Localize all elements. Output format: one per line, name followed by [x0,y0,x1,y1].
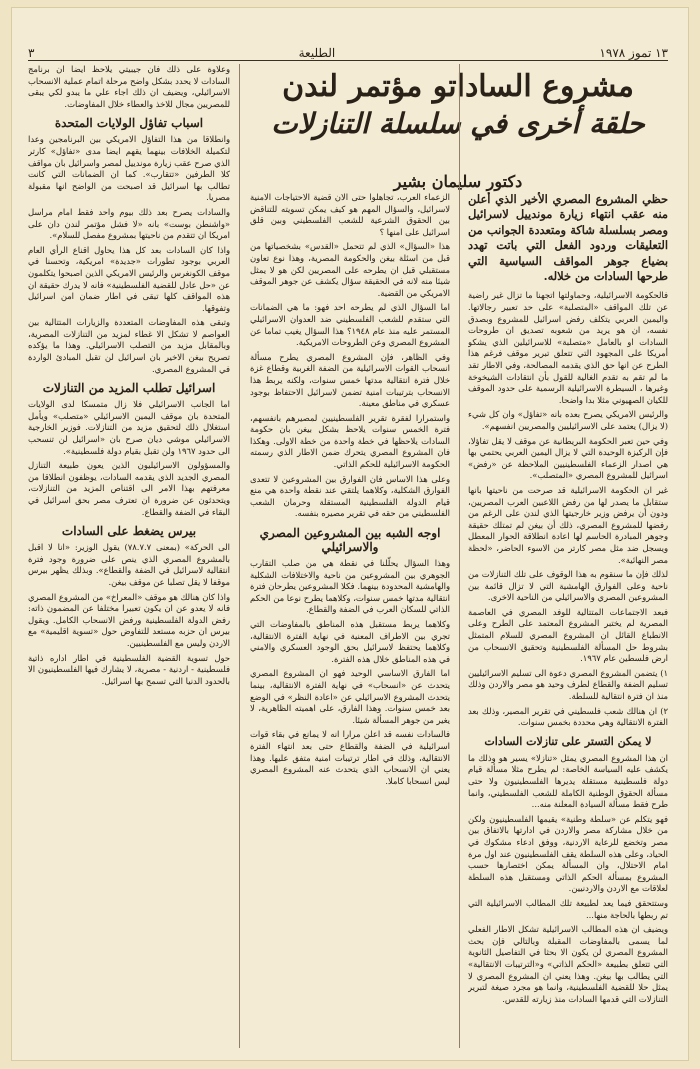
paragraph: وفي الظاهر، فإن المشروع المصري يطرح مسألة انسحاب القوات الاسرائيلية من الضفة الغربية وقطاع غزة خلال فترة انتقالية مدتها خمس سنوات، ولكنه يربط هذا الانسحاب بترتيبات امنية تضمن لاسرائيل الاحتفاظ بوجود عسكري في مناطق معينة. [250,351,450,409]
paragraph: وانطلاقا من هذا التفاؤل الامريكي بين البرنامجين وعدا لتكميلة الخلافات بينهما يقهم ايضا مدى «تفاؤل» كارتر الذي صرح عقب زيارة موندييل لمصر واسرائيل بان مواقف كلا الطرفين «تتقارب». كما ان الضمانات التي كانت تطالب بها اسرائيل قد اصبحت من الواضح انها مقبولة مصريا. [28,134,230,203]
subheading: اسباب تفاؤل الولايات المتحدة [54,116,204,131]
paragraph: غير ان الحكومة الاسرائيلية قد صرحت من ناحيتها بانها ستقابل ما يصدر لها من رفض اللاعبين العرب المصريين، ودون أن يرفض وزير خارجيتها الذي لندن على الرغم من رفضها للمشروع المصري، ذلك أن بيغن لم تمتلك حقيقة وجوهر المبادرة الحاسم لها اعادة انطلاقة الحوار المعطل ويسجل ضد مثل مصر كارتر من الاسوء الحاضر، «لحظة مصر النهائية». [468,484,668,565]
subheading: اسرائيل تطلب المزيد من التنازلات [42,381,216,396]
paragraph: ١) يتضمن المشروع المصري دعوة الى تسليم الاسرائيليين تسليم الضفة والقطاع لطرف وحيد هو مصر والاردن وذلك منذ ان فترة انتقالية للسلطة. [468,667,668,702]
paragraph: فبعد الاجتماعات المتتالية للوفد المصري في العاصمة المصرية لم يختبر المشروع المعتمد على الطرح وعلى الانطباع القائل ان المشروع المصري للسلام المتمثل بشروط حل المسألة الفلسطينية وتحقيق الانسحاب من ارض فلسطين عام ١٩٦٧. [468,606,668,664]
paragraph: واذا كان هنالك هو موقف «المعراخ» من المشروع المصري فانه لا يعدو عن ان يكون تعبيرا مختلفا عن المضمون ذاته: رفض الدولة الفلسطينية ورفض الانسحاب الكامل. ويقول بيرس ان حزبه مستعد للتفاوض حول «تسوية اقليمية» مع الاردن وليس مع الفلسطينيين. [28,591,230,648]
paragraph: اما السؤال الذي لم يطرحه احد فهو: ما هي الضمانات التي ستقدم للشعب الفلسطيني ضد العدوان الاسرائيلي المستمر عليه منذ عام ١٩٤٨؟ هذا السؤال يغيب تماما عن المشروع المصري وعن الطروحات الامريكية. [250,302,450,348]
article-body [28,64,668,1048]
section-name: الطليعة [298,46,336,60]
paragraph: ويضيف ان هذه المطالب الاسرائيلية تشكل الاطار الفعلي لما يسمى بالمفاوضات المقبلة وبالتالي فإن بحث المشروع المصري لن يكون الا بحثا في التفاصيل الثانوية التي تتعلق بطبيعة «الحكم الذاتي» و«الترتيبات الانتقالية» التي يطالب بها بيغن. وهذا يعني ان المشروع المصري لا يمثل حلا للقضية الفلسطينية، وانما هو مجرد صيغة لتبرير التنازلات التي قدمها السادات منذ زيارته للقدس. [468,924,668,1004]
paragraph: وعلى هذا الاساس فان الفوارق بين المشروعين لا تتعدى الفوارق الشكلية، وكلاهما يلتقي عند نقطة واحدة هي منع قيام الدولة الفلسطينية المستقلة وحرمان الشعب الفلسطيني من حقه في تقرير مصيره بنفسه. [250,473,450,519]
subheading: بيرس يضغط على السادات [61,524,197,539]
headline [248,64,668,170]
paragraph: والمسؤولون الاسرائيليون الذين يعون طبيعة التنازل المصري الجديد الذي يقدمه السادات، يوظفون انطلاقا من معرفتهم بهذا الامر الى اقتناص المزيد من التنازلات، ويتحدثون عن ضرورة ان تعترف مصر بحق اسرائيل في البقاء في الضفة والقطاع. [28,460,230,517]
issue-date: ١٣ تموز ١٩٧٨ [599,46,668,60]
paragraph: والرئيس الامريكي يصرح بعده بانه «تفاؤل» وان كل شيء (لا يزال) يعتمد على الاسرائيليين والمصريين انفسهم». [468,409,668,431]
paragraph: وعلاوة على ذلك فان جيبيتي يلاحظ ايضا ان برنامج السادات لا يحدد بشكل واضح مرحلة اتمام عملية الانسحاب الاسرائيلي، ويضيف ان ذلك اجاء علي ما يبدو لكي يبقى للمصريين مجال للاخذ والعطاء خلال المفاوضات. [28,64,230,109]
paragraph: هذا «السؤال» الذي لم تتحمل «القدس» بشخصياتها من قبل من اسئلة بيغن والحكومة المصرية، وهذا نوع تعاون مستقبلي قبل ان يطرحه على المصريين لكن هو لا يمثل شيئا منه لانه في الحقيقة سؤال يكشف عن جوهر الموقف الامريكي من القضية. [250,241,450,298]
lead-paragraph: حظي المشروع المصري الأخير الذي أعلن منه عقب انتهاء زيارة موندييل لاسرائيل ومصر بسلسلة شاكة ومتعددة الجوانب من التعليقات وردود الفعل التي باتت تهدد بضياع جوهر المواقف السياسية التي طرحها السادات من خلاله. [468,192,668,284]
paragraph: وتبقى هذه المفاوضات المتعددة والزيارات المتتالية بين العواصم لا تشكل الا غطاء لمزيد من التنازلات المصرية، وبالمقابل مزيد من التصلب الاسرائيلي. وهذا ما يؤكده تصريح بيغن الاخير بان اسرائيل لن تقبل المبادئ الواردة في المشروع المصري. [28,317,230,374]
paragraph: وهذا السؤال يحلّلنا في نقطة هي من صلب التقارب الجوهري بين المشروعين من ناحية والاختلافات الشكلية والهامشية المحدودة بينهما. فكلا المشروعين يطرحان فترة انتقالية مدتها خمس سنوات، وكلاهما يطرح نوعا من الحكم الذاتي للسكان العرب في الضفة والقطاع. [250,558,450,615]
paragraph: والسادات يصرح بعد ذلك بيوم واحد فقط امام مراسل «واشنطن بوست» بانه «لا فشل مؤتمر لندن دان على امريكا ان تتقدم من ناحيتها بمشروع مفصل للسلام». [28,206,230,241]
paragraph: ٢) ان هنالك شعب فلسطيني في تقرير المصير، وذلك بعد الفترة الانتقالية وهي محددة بخمس سنوات. [468,705,668,728]
paragraph: واذا كان السادات بعد كل هذا يحاول اقناع الرأي العام العربي بوجود تطورات «جديدة» امريكية، وتحسنا في موقف الكونغرس والرئيس الامريكي الذين اصبحوا يتكلمون عن «حل عادل للقضية الفلسطينية» فانه لا يدرك حقيقة ان هذه المواقف كلها تبقى في اطار ضمان امن اسرائيل وتفوقها. [28,244,230,313]
paragraph: ان هذا المشروع المصري يمثل «تنازلا» يسير هو وذلك ما يكشف عليه السياسة الخاصة: لم يطرح مثلا مسألة قيام دولة فلسطينية مستقلة يديرها الفلسطينيون ولا حتى مسألة الحقوق الوطنية الكاملة للشعب الفلسطيني، وانما طرح فقط مسألة السيادة المعلنة منه... [468,752,668,810]
column-2 [250,192,450,1048]
column-3 [28,64,230,1048]
paragraph: فهو يتكلم عن «سلطة وطنية» يقيمها الفلسطينيون ولكن من خلال مشاركة مصر والاردن في ادارتها بالاتفاق بين مصر وتخضع للرعاية الاردنية، ووفق ادعاء مشكوك في الحياد، وعلى هذه السلطة يقف الفلسطينيون عند اول مرة امام الاحتلال، وان المسألة يمكن اختصارها حسب المشروع بمسألة الحكم الذاتي ومستقبل هذه السلطة لعلاقات مع الاردن والاردنيين. [468,813,668,894]
column-divider [239,64,240,1048]
paragraph: لذلك فإن ما سنقوم به هذا الوقوف على تلك التنازلات من ناحية وعلى الفوارق الهامشية التي لا تزال قائمة بين المشروعين المصري والاسرائيلي من الناحية الاخرى. [468,569,668,603]
subheading: لا يمكن التستر على تنازلات السادات [484,734,652,748]
page-header [28,40,668,61]
paragraph: فالحكومة الاسرائيلية، وحماولتها اتجهنا ما تزال غير راضية عن تلك المواقف «المتصلبة» على حد تعبير رجالاتها. واليمين العربي يتكلف رفض اسرائيل للمشروع وبصدق نفسه، ان هو يريد من شعوبه تصديق ان طروحات السادات او بالعامل «متصلبة» للاسرائيلين الذي يشكو أمريكا على المجهود التي تتعلق تبرير موقف فرغم هذا الطرح عن انها حق الذي يقدمه المصالحة، وفي الاطار تقد ما لم تقم به تقدم الغالية للقول بأن انتقادات الشيخوخة وغيرها ، السيطرة الاسرائيلية الرسمية على حدود الموقف للكيان الصهيوني مثلا بدا واضحا. [468,290,668,405]
paragraph: الزعماء العرب، تجاهلوا حتى الان قضية الاحتياجات الامنية لاسرائيل، والسؤال المهم هو كيف يمكن تسويته للتناقض بين الحقوق الشرعية للشعب الفلسطيني وبين قلق اسرائيل على امنها ؟ [250,192,450,237]
paragraph: حول تسوية القضية الفلسطينية في اطار اداره ذاتية فلسطينية - اردنية - مصرية، لا يشارك فيها الفلسطينيون الا بالحدود الدنيا التي تسمح بها اسرائيل. [28,652,230,686]
subheading: اوجه الشبه بين المشروعين المصري والاسرائيلي [259,526,441,555]
page-number: ٣ [28,46,35,60]
paragraph: اما الفارق الاساسي الوحيد فهو ان المشروع المصري يتحدث عن «انسحاب» في نهاية الفترة الانتقالية، بينما يتحدث المشروع الاسرائيلي عن «اعادة النظر» في الوضع بعد خمس سنوات. وهذا الفارق، على اهميته الظاهرية، لا يغير من جوهر المسألة شيئا. [250,668,450,725]
column-divider [459,64,460,1048]
paragraph: وكلاهما يربط مستقبل هذه المناطق بالمفاوضات التي تجري بين الاطراف المعنية في نهاية الفترة الانتقالية، وكلاهما يحتفظ لاسرائيل بحق الوجود العسكري والامني في هذه المناطق خلال هذه الفترة. [250,619,450,664]
paragraph: الى الحركة» (بمعنى ٧٨.٧.٧) يقول الوزير: «انا لا اقبل بالمشروع المصري الذي ينص على ضرورة وجود فترة انتقالية لاسرائيل في الضفة والقطاع». وبذلك يظهر بيرس موقفا لا يقل تصلبا عن موقف بيغن. [28,542,230,587]
paragraph: وستتحقق فيما يعد لطبيعة تلك المطالب الاسرائيلية التي تم ربطها بالحاجة منها... [468,897,668,920]
author-byline: دكتور سليمان بشير [393,172,523,191]
paragraph: اما الجانب الاسرائيلي فلا زال متمسكا لدى الولايات المتحدة بان موقف اليمين الاسرائيلي «متصلب» ويأمل استغلال ذلك لتحقيق مزيد من التنازلات. فوزير الخارجية الاسرائيلي موشي ديان صرح بان «اسرائيل لن تنسحب الى حدود ١٩٦٧ ولن تقبل بقيام دولة فلسطينية». [28,399,230,456]
paragraph: واستمرارا لفقرة تقرير الفلسطينيين لمصيرهم بانفسهم، فترة الخمس سنوات يلاحظ بشكل بيغن بان حكومة السادات يلاحظها في خطة واحدة من خطة الاولى. وهكذا فان المشروع المصري يتحرك ضمن الاطار الذي رسمته الحكومة الاسرائيلية للحكم الذاتي. [250,412,450,470]
headline-sub: حلقة أخرى في سلسلة التنازلات [271,107,645,140]
paragraph: وفي حين تعبر الحكومة البريطانية عن موقف لا يقل تفاؤلا، فإن الركيزة الوحيدة التي لا يزال اليمين العربي يحتمي بها هي اصدار الزعماء الفلسطينيين الملاحظة عن «رفض» اسرائيل للمشروع المصري «المتصلب». [468,435,668,481]
headline-main: مشروع الساداتو مؤتمر لندن [282,69,634,104]
column-1 [468,192,668,1048]
paragraph: فالسادات نفسه قد اعلن مرارا انه لا يمانع في بقاء قوات اسرائيلية في الضفة والقطاع حتى بعد انتهاء الفترة الانتقالية، وذلك في اطار ترتيبات امنية متفق عليها. وهذا يعني ان الانسحاب الذي يتحدث عنه المشروع المصري ليس انسحابا كاملا. [250,729,450,786]
